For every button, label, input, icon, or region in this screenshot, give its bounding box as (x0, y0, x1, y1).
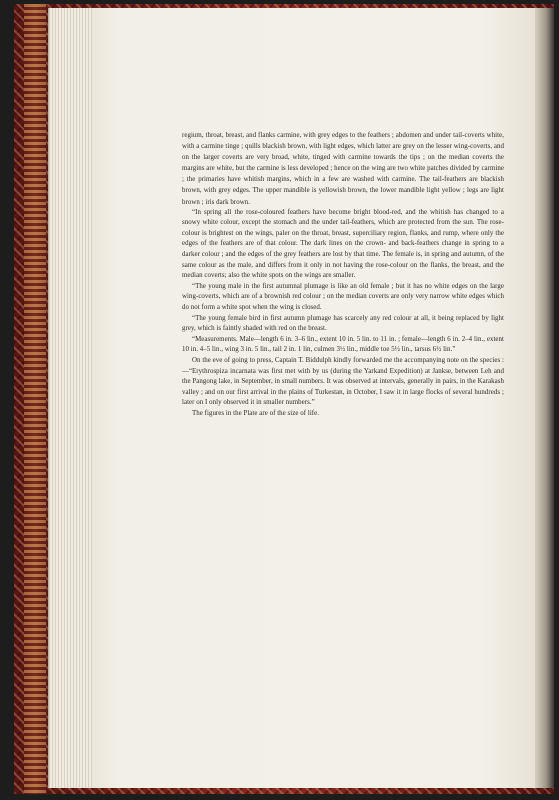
paragraph-young-female: “The young female bird in first autumn plumage has scarcely any red colour at all, it being replaced by light grey, which is faintly shaded with red on the breast. (182, 314, 504, 333)
paragraph-spring: “In spring all the rose-coloured feathers have become bright blood-red, and the whitish has changed to a snowy white colour, except the stomach and the under tail-feathers, which are protected from the sun. The rose-colour is brightest on the wings, paler on the throat, breast, superciliary region, flanks, and rump, where only the edges of the feathers are of that colour. The dark lines on the crown- and back-feathers change in spring to a darker colour ; and the edges of the grey feathers are lost by that time. The female is, in spring and autumn, of the same colour as the male, and differs from it only in not having the rose-colour on the flanks, the breast, and the median coverts; also the white spots on the wings are smaller. (182, 208, 504, 280)
paragraph-measurements: “Measurements. Male—length 6 in. 3–6 lin., extent 10 in. 5 lin. to 11 in. ; female—length 6 in. 2–4 lin., extent 10 in. 4–5 lin., wing 3 in. 5 lin., tail 2 in. 1 lin, culmen 3½ lin., middle toe 5½ lin., tarsus 6½ lin.” (182, 335, 504, 354)
page-text (182, 130, 504, 420)
gilt-border (24, 4, 46, 794)
page-gutter (535, 8, 554, 788)
paragraph-biddulph-note: On the eve of going to press, Captain T. Biddulph kindly forwarded me the accompanying note on the species :—“Erythrospiza incarnata was first met with by us (during the Yarkand Expedition) at Jankse, between Leh and the Pangong lake, in September, in small numbers. It was observed at intervals, generally in pairs, in the Karakash valley ; and on our first arrival in the plains of Turkestan, in October, I saw it in large flocks of several hundreds ; later on I only observed it in smaller numbers.” (182, 356, 504, 407)
paragraph-plate-note: The figures in the Plate are of the size of life. (192, 409, 320, 417)
paragraph-young-male: “The young male in the first autumnal plumage is like an old female ; but it has no white edges on the large wing-coverts, which are of a brownish red colour ; on the median coverts are only very narrow white edges which do not form a white spot when the wing is closed. (182, 282, 504, 311)
page-edges (48, 8, 93, 788)
paragraph-plumage: regium, throat, breast, and flanks carmine, with grey edges to the feathers ; abdomen and under tail-coverts white, with a carmine tinge ; quills blackish brown, with light edges, which latter are grey on the lesser wing-coverts, and on the larger coverts are very broad, white, tinged with carmine towards the tips ; on the median coverts the margins are white, but the carmine is less developed ; hence on the wing are two white patches divided by carmine ; the primaries have whitish margins, which in a few are washed with carmine. The tail-feathers are blackish brown, with grey edges. The upper mandible is yellowish brown, the lower mandible light yellow ; legs are light brown ; iris dark brown. (182, 132, 504, 206)
